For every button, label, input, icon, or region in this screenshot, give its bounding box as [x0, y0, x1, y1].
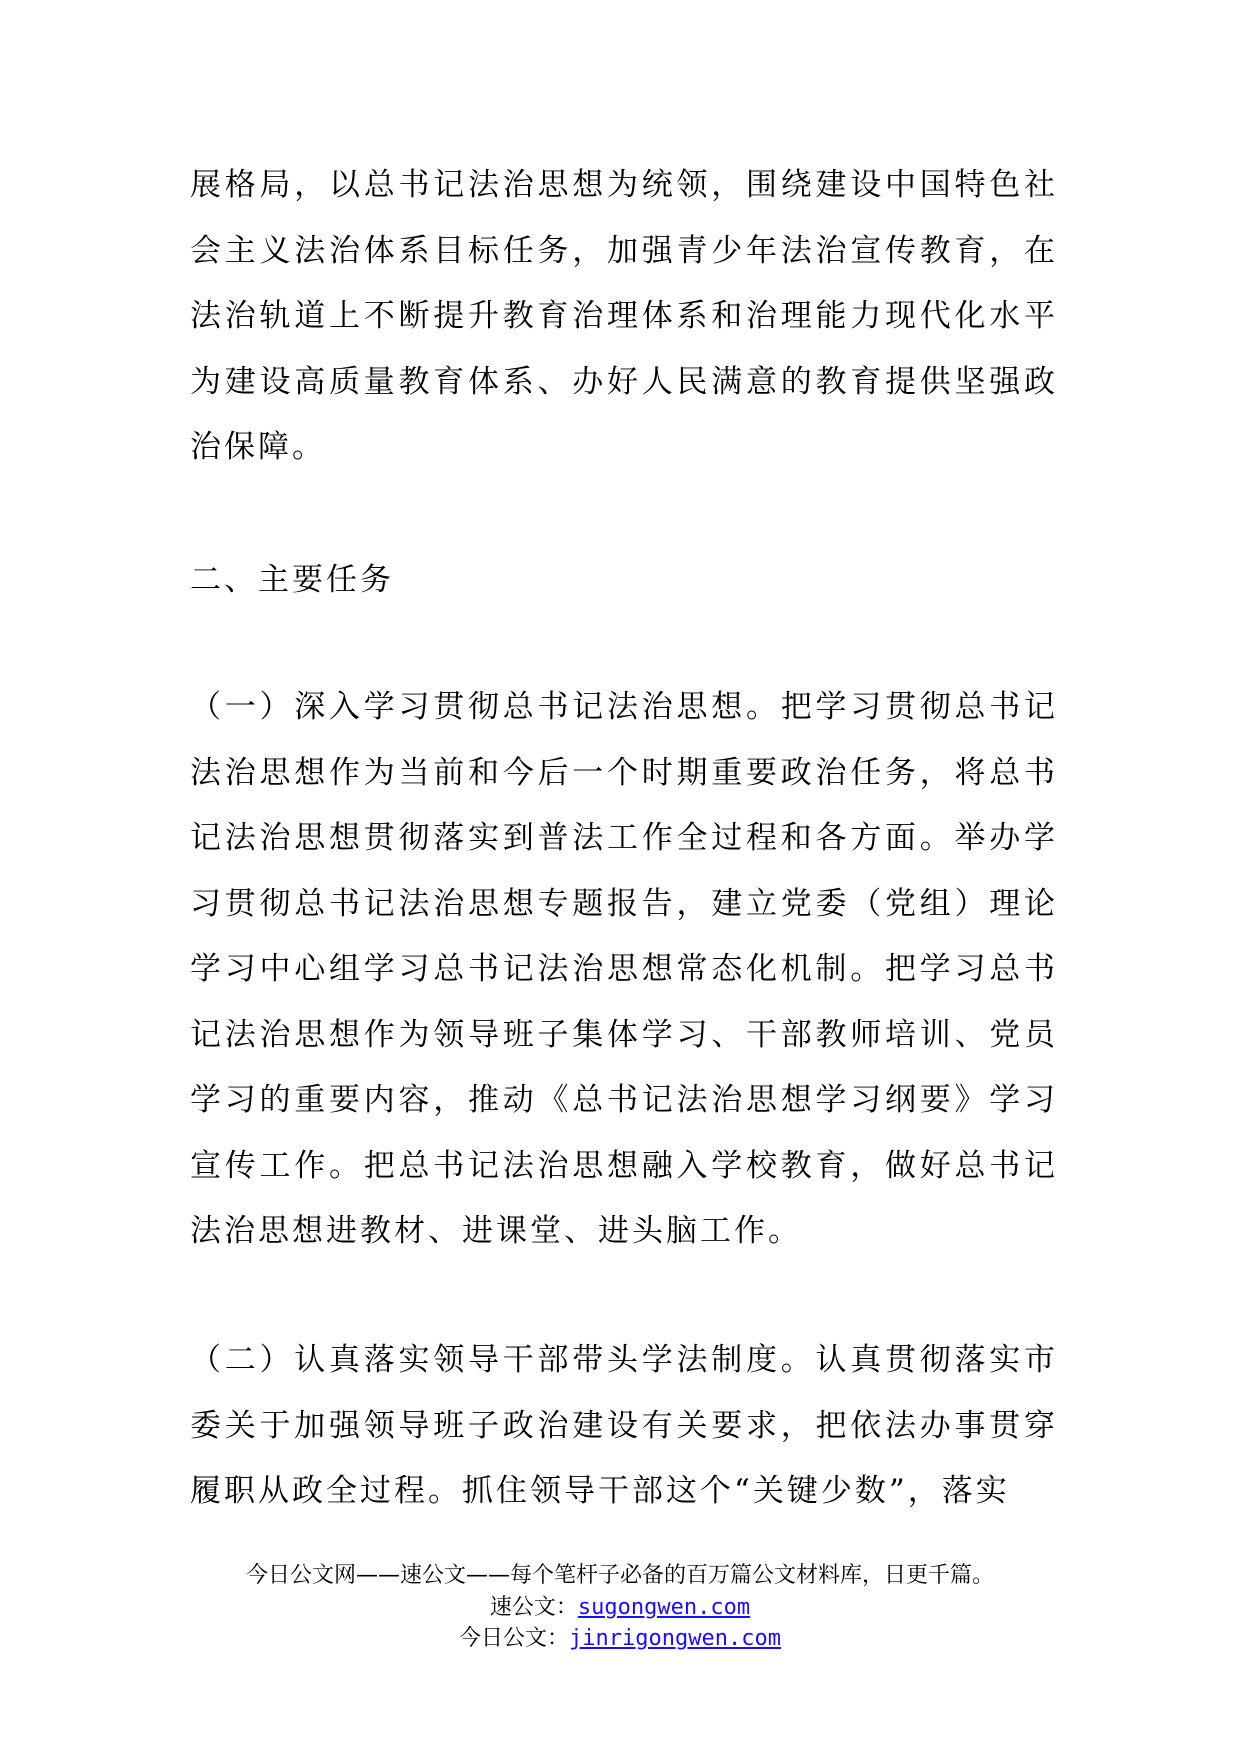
section-heading-main-tasks: 二、主要任务 — [190, 562, 394, 598]
paragraph-task-1: （一）深入学习贯彻总书记法治思想。把学习贯彻总书记法治思想作为当前和今后一个时期重要政治任务，将总书记法治思想贯彻落实到普法工作全过程和各方面。举办学习贯彻总书记法治思想专题报告，建立党委（党组）理论学习中心组学习总书记法治思想常态化机制。把学习总书记法治思想作为领导班子集体学习、干部教师培训、党员学习的重要内容，推动《总书记法治思想学习纲要》学习宣传工作。把总书记法治思想融入学校教育，做好总书记法治思想进教材、进课堂、进头脑工作。 — [190, 689, 1058, 1249]
sugongwen-link[interactable]: sugongwen.com — [577, 1595, 751, 1620]
footer-jinrigongwen-line — [0, 1623, 1240, 1655]
paragraph-intro-continuation: 展格局，以总书记法治思想为统领，围绕建设中国特色社会主义法治体系目标任务，加强青少年法治宣传教育，在法治轨道上不断提升教育治理体系和治理能力现代化水平为建设高质量教育体系、办好人民满意的教育提供坚强政治保障。 — [190, 167, 1058, 465]
paragraph-task-2: （二）认真落实领导干部带头学法制度。认真贯彻落实市委关于加强领导班子政治建设有关要求，把依法办事贯穿履职从政全过程。抓住领导干部这个“关键少数”，落实 — [190, 1342, 1058, 1509]
jinrigongwen-link[interactable]: jinrigongwen.com — [569, 1626, 781, 1651]
footer-sugongwen-line — [0, 1592, 1240, 1624]
footer-sugongwen-label: 速公文： — [489, 1595, 578, 1620]
footer-jinrigongwen-label: 今日公文： — [459, 1626, 570, 1651]
footer-tagline: 今日公文网——速公文——每个笔杆子必备的百万篇公文材料库，日更千篇。 — [245, 1563, 994, 1588]
